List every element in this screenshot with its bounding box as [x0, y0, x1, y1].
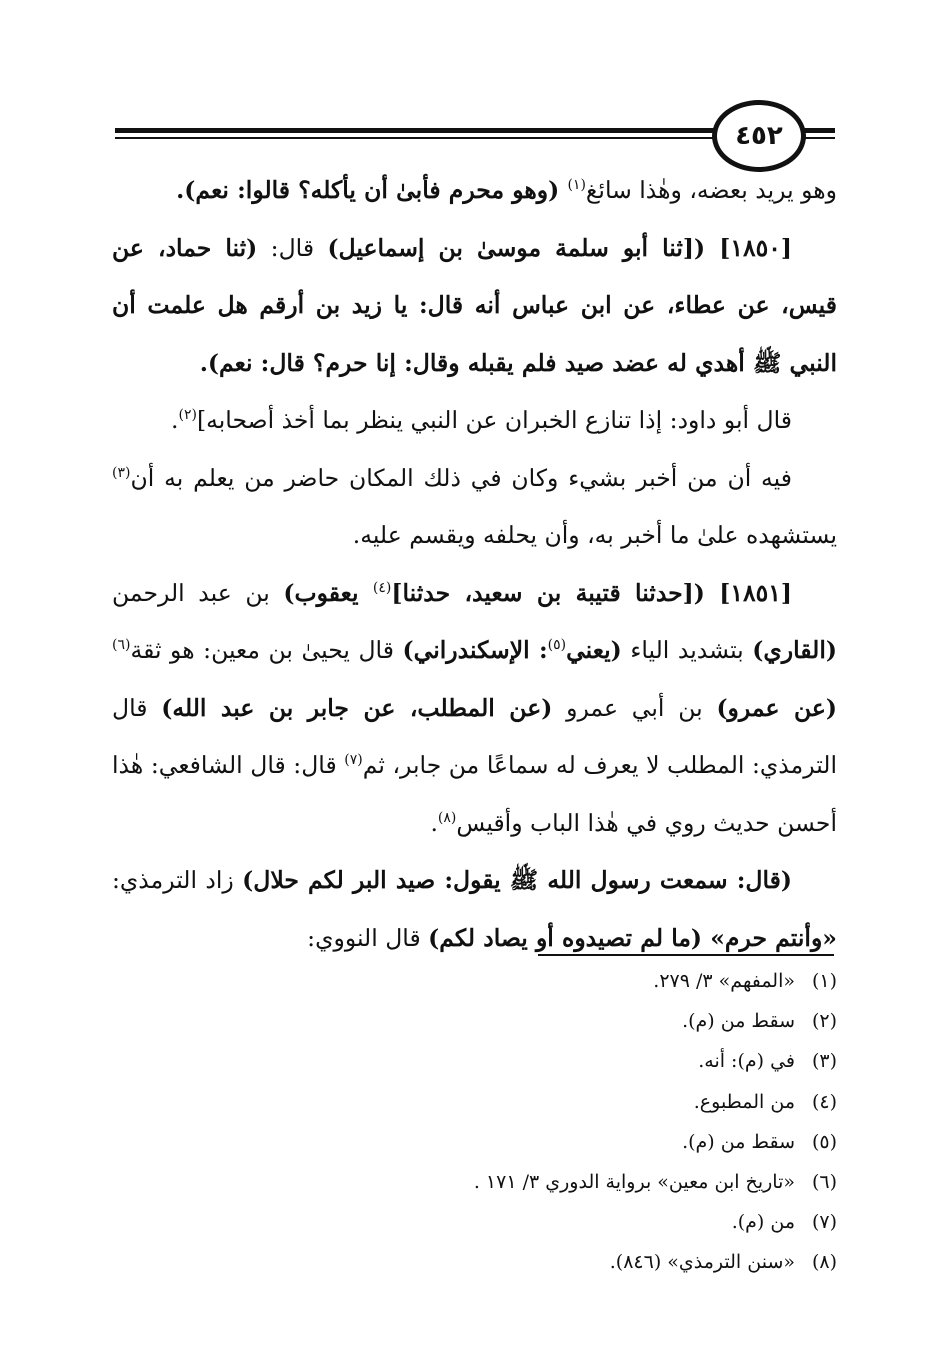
text-run: بن عبد الرحمن [112, 578, 284, 607]
footnote-number: (١) [811, 970, 837, 992]
text-run: (القاري) [752, 636, 837, 664]
footnote-number: (٣) [811, 1050, 837, 1073]
footnote-number: (٧) [811, 1211, 837, 1234]
footnote-ref: (٤) [372, 579, 392, 596]
footnote-number: (٥) [811, 1130, 837, 1153]
text-run: قال أبو داود: إذا تنازع الخبران عن النبي ينظر بما أخذ أصحابه] [196, 406, 792, 434]
text-run: «وأنتم حرم» (ما لم تصيدوه أو يصاد لكم) [428, 923, 837, 952]
text-run: : الإسكندراني) [402, 636, 548, 664]
text-run: بن أبي عمرو [552, 693, 717, 722]
paragraph [112, 852, 837, 967]
text-run: (يعني [566, 636, 622, 664]
footnote-number: (٨) [811, 1251, 837, 1274]
header-rule [115, 128, 715, 133]
text-run: قال: [257, 233, 328, 262]
text-run: قال يحيىٰ بن معين: هو ثقة [130, 636, 403, 664]
footnote-ref: (٢) [178, 407, 197, 424]
text-run: يستشهده علىٰ ما أخبر به، وأن يحلفه ويقسم عليه. [352, 521, 837, 549]
text-run: [١٨٥١] ([حدثنا قتيبة بن سعيد، حدثنا] [391, 578, 792, 607]
footnote [137, 1001, 837, 1041]
footnote-ref: (١) [567, 177, 586, 194]
footnote-separator [538, 954, 834, 956]
footnote-text: «المفهم» ٣/ ٢٧٩. [653, 970, 795, 992]
footnote [137, 1202, 837, 1242]
footnote-number: (٦) [811, 1171, 837, 1194]
footnote-ref: (٧) [344, 752, 363, 769]
footnote [137, 1082, 837, 1122]
footnote-ref: (٣) [112, 464, 131, 481]
text-run: قال النووي: [307, 923, 429, 952]
paragraph [112, 450, 837, 565]
text-run: قال الترمذي: المطلب لا يعرف له سماعًا من جابر، ثم [112, 693, 837, 779]
paragraph [112, 162, 837, 220]
text-run: بتشديد الياء [621, 636, 753, 664]
footnote [137, 961, 837, 1001]
text-run: (وهو محرم فأبىٰ أن يأكله؟ قالوا: نعم). [176, 176, 568, 204]
footnote-text: «تاريخ ابن معين» برواية الدوري ٣/ ١٧١ . [473, 1171, 795, 1194]
text-run: يعقوب) [283, 578, 373, 607]
header-rule-thin [115, 137, 715, 139]
footnote-text: سقط من (م). [682, 1130, 795, 1153]
footnote-ref: (٥) [547, 637, 567, 654]
footnote-ref: (٨) [437, 809, 457, 826]
footnote [137, 1041, 837, 1081]
text-run: (قال: سمعت رسول الله ﷺ يقول: صيد البر لكم حلال) [242, 866, 792, 894]
footnote-text: في (م): أنه. [698, 1050, 795, 1073]
text-run: (عن المطلب، عن جابر بن عبد الله) [161, 693, 553, 722]
footnote [137, 1122, 837, 1162]
footnote-number: (٤) [811, 1090, 837, 1113]
text-run: . [430, 808, 438, 837]
text-run: . [171, 406, 179, 434]
footnote-number: (٢) [811, 1010, 837, 1033]
text-run: [١٨٥٠] ([ثنا أبو سلمة موسىٰ بن إسماعيل) [327, 233, 792, 262]
page-number: ٤٥٢ [712, 100, 806, 172]
main-text [112, 162, 837, 967]
footnote [137, 1162, 837, 1202]
text-run: زاد الترمذي: [112, 866, 243, 894]
paragraph [112, 565, 837, 853]
text-run: قال: قال الشافعي: هٰذا أحسن حديث روي في هٰذا الباب وأقيس [112, 751, 837, 837]
footnote-text: من (م). [731, 1211, 795, 1234]
text-run: (ثنا حماد، عن قيس، عن عطاء، عن ابن عباس أنه قال: يا زيد بن أرقم هل علمت أن النبي ﷺ أهدي له عضد صيد فلم يقبله وقال: إنا حرم؟ قال: نعم). [112, 233, 837, 377]
footnote-text: «سنن الترمذي» (٨٤٦). [609, 1251, 795, 1274]
paragraph [112, 220, 837, 393]
text-run: فيه أن من أخبر بشيء وكان في ذلك المكان حاضر من يعلم به أن [130, 463, 792, 492]
text-run: (عن عمرو) [716, 693, 837, 722]
footnote-text: سقط من (م). [682, 1010, 795, 1033]
footnotes [137, 961, 837, 1283]
footnote-text: من المطبوع. [693, 1090, 795, 1113]
footnote [137, 1242, 837, 1282]
paragraph [112, 392, 837, 450]
footnote-ref: (٦) [112, 637, 131, 654]
text-run: وهو يريد بعضه، وهٰذا سائغ [585, 176, 837, 204]
